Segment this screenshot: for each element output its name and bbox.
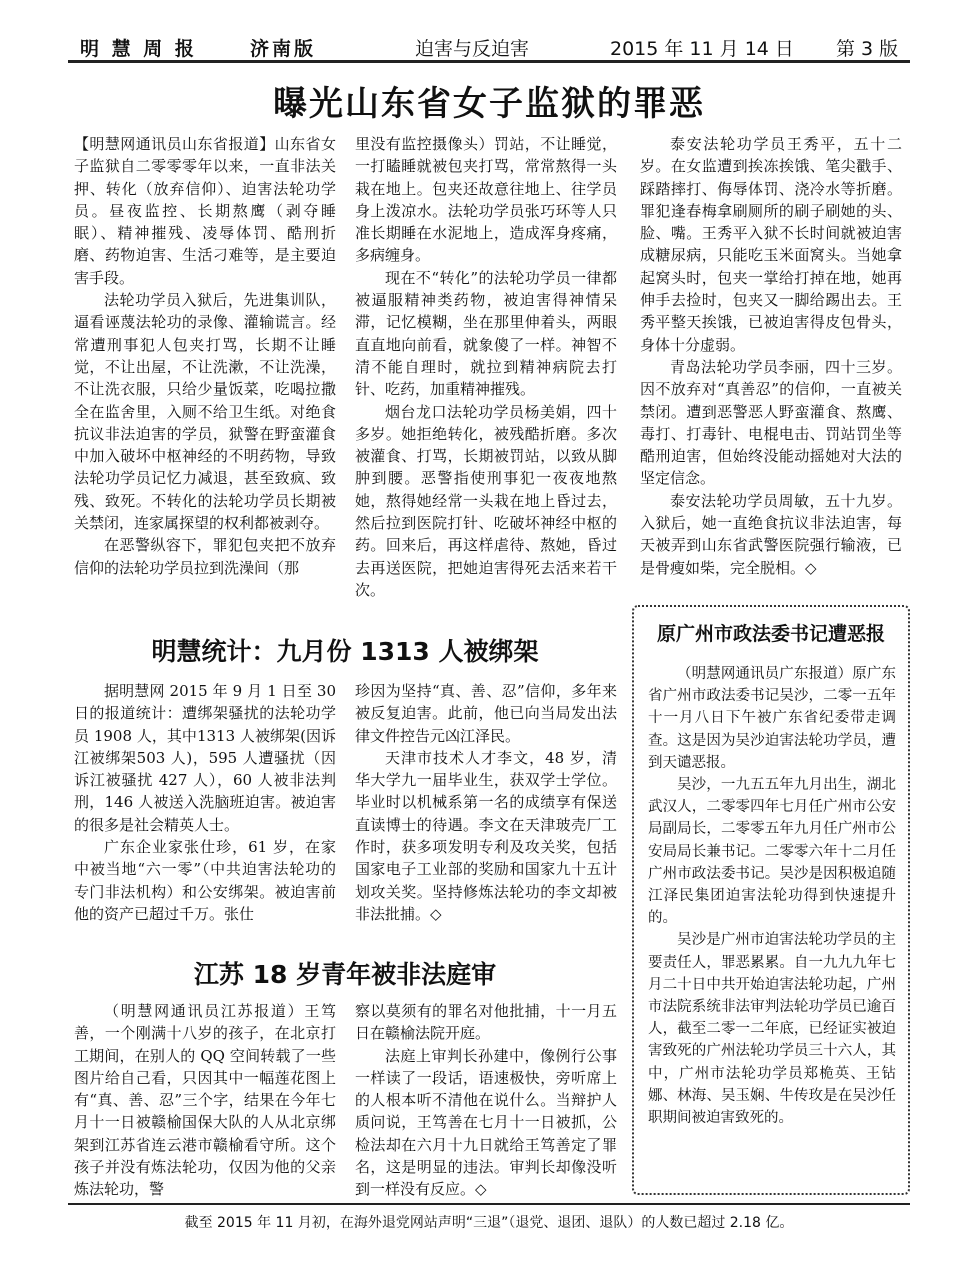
page-number: 第 3 版 [836,38,899,60]
article3-paragraph: 察以莫须有的罪名对他批捕，十一月五日在赣榆法院开庭。 [355,1002,617,1043]
article2-paragraph: 珍因为坚持“真、善、忍”信仰，多年来被反复迫害。此前，他已向当局发出法律文件控告元凶江泽民。 [355,682,617,745]
article2-column-2 [355,680,617,925]
article1-paragraph: 法轮功学员入狱后，先进集训队，逼看诬蔑法轮功的录像、灌输谎言。经常遭刑事犯人包夹打骂，长期不让睡觉，不让出屋，不让洗漱，不让洗澡，不让洗衣服，只给少量饭菜，吃喝拉撒全在监舍里，入厕不给卫生纸。对绝食抗议非法迫害的学员，狱警在野蛮灌食中加入破坏中枢神经的不明药物，导致法轮功学员记忆力减退，甚至致疯、致残、致死。不转化的法轮功学员长期被关禁闭，连家属探望的权利都被剥夺。 [74,291,336,533]
edition: 济南版 [250,38,317,60]
article1-paragraph: 烟台龙口法轮功学员杨美娟，四十多岁。她拒绝转化，被残酷折磨。多次被灌食、打骂，长期被罚站，以致从脚肿到腰。恶警指使刑事犯一夜夜地熬她，熬得她经常一头栽在地上昏过去，然后拉到医院打针、吃破坏神经中枢的药。回来后，再这样虐待、熬她，昏过去再送医院，把她迫害得死去活来若干次。 [355,402,617,599]
article4-paragraph: 吴沙，一九五五年九月出生，湖北武汉人，二零零四年七月任广州市公安局副局长，二零零五年九月任广州市公安局局长兼书记。二零零六年十二月任广州市政法委书记。吴沙是因积极追随江泽民集团迫害法轮功得到快速提升的。 [648,777,896,927]
article4-paragraph: 吴沙是广州市迫害法轮功学员的主要责任人，罪恶累累。自一九九九年七月二十日中共开始迫害法轮功起，广州市法院系统非法审判法轮功学员已逾百人，截至二零一二年底，已经证实被迫害致死的广州法轮功学员三十六人，其中，广州市法轮功学员郑桅英、王钻娜、林海、吴玉娴、牛传玫是在吴沙任职期间被迫害致死的。 [648,932,896,1127]
article1-paragraph: 【明慧网通讯员山东省报道】山东省女子监狱自二零零零年以来，一直非法关押、转化（放弃信仰）、迫害法轮功学员。昼夜监控、长期熬鹰（剥夺睡眠）、精神摧残、凌辱体罚、酷刑折磨、药物迫害、生活刁难等，是主要迫害手段。 [74,135,336,287]
article1-paragraph: 现在不“转化”的法轮功学员一律都被逼服精神类药物，被迫害得神情呆滞，记忆模糊，坐在那里伸着头，两眼直直地向前看，就象傻了一样。神智不清不能自理时，就拉到精神病院去打针、吃药，加重精神摧残。 [355,268,617,399]
article3-title: 江苏 18 岁青年被非法庭审 [193,960,497,989]
article3-column-2 [355,1000,617,1201]
issue-date: 2015 年 11 月 14 日 [610,38,794,60]
article1-column-2 [355,133,617,601]
footer-rule [68,1203,910,1205]
article2-column-1 [74,680,336,925]
paper-name: 明 慧 周 报 [80,38,197,60]
article3-column-1 [74,1000,336,1201]
article2-paragraph: 天津市技术人才李文，48 岁，清华大学九一届毕业生，获双学士学位。毕业时以机械系第一名的成绩享有保送直读博士的待遇。李文在天津玻壳厂工作时，获多项发明专利及攻关奖，包括国家电子工业部的奖励和国家九十五计划攻关奖。坚持修炼法轮功的李文却被非法批捕。◇ [355,748,617,923]
article1-paragraph: 在恶警纵容下，罪犯包夹把不放弃信仰的法轮功学员拉到洗澡间（那 [74,536,336,577]
article1-paragraph: 泰安法轮功学员王秀平，五十二岁。在女监遭到挨冻挨饿、笔尖戳手、踩踏摔打、侮辱体罚、浇冷水等折磨。罪犯逢春梅拿刷厕所的刷子刷她的头、脸、嘴。王秀平入狱不长时间就被迫害成糖尿病，只能吃玉米面窝头。当她拿起窝头时，包夹一掌给打掉在地，她再伸手去捡时，包夹又一脚给踢出去。王秀平整天挨饿，已被迫害得皮包骨头，身体十分虚弱。 [640,135,902,354]
article4-paragraph: （明慧网通讯员广东报道）原广东省广州市政法委书记吴沙，二零一五年十一月八日下午被广东省纪委带走调查。这是因为吴沙迫害法轮功学员，遭到天谴恶报。 [648,666,896,771]
article4-body [648,663,896,1129]
article1-column-1 [74,133,336,579]
article2-paragraph: 广东企业家张仕珍，61 岁，在家中被当地“六一零”（中共迫害法轮功的专门非法机构）和公安绑架。被迫害前他的资产已超过千万。张仕 [74,838,336,923]
article1-title: 曝光山东省女子监狱的罪恶 [273,84,705,124]
article1-paragraph: 泰安法轮功学员周敏，五十九岁。入狱后，她一直绝食抗议非法迫害，每天被弄到山东省武警医院强行输液，已是骨瘦如柴，完全脱相。◇ [640,491,902,577]
article1-paragraph: 里没有监控摄像头）罚站，不让睡觉，一打瞌睡就被包夹打骂，常常熬得一头栽在地上。包夹还故意往地上、往学员身上泼凉水。法轮功学员张巧环等人只准长期睡在水泥地上，造成浑身疼痛，多病缠身。 [355,135,617,265]
article3-paragraph: （明慧网通讯员江苏报道）王笃善，一个刚满十八岁的孩子，在北京打工期间，在别人的 QQ 空间转载了一些图片给自己看，只因其中一幅莲花图上有“真、善、忍”三个字，结果在今年七月十一日被赣榆国保大队的人从北京绑架到江苏省连云港市赣榆看守所。这个孩子并没有炼法轮功，仅因为他的父亲炼法轮功，警 [74,1002,336,1199]
article1-column-3 [640,133,902,579]
article2-paragraph: 据明慧网 2015 年 9 月 1 日至 30 日的报道统计：遭绑架骚扰的法轮功学员 1908 人，其中1313 人被绑架(因诉江被绑架503 人)，595 人遭骚扰（因诉江被骚扰 427 人），60 人被非法判刑，146 人被送入洗脑班迫害。被迫害的很多是社会精英人士。 [74,682,336,834]
header-rule [68,60,910,63]
article4-title: 原广州市政法委书记遭恶报 [656,623,885,645]
article2-title: 明慧统计：九月份 1313 人被绑架 [151,637,539,666]
section-name: 迫害与反迫害 [415,38,530,60]
sidebar-article-box [632,605,910,1195]
article1-paragraph: 青岛法轮功学员李丽，四十三岁。因不放弃对“真善忍”的信仰，一直被关禁闭。遭到恶警恶人野蛮灌食、熬鹰、毒打、打毒针、电棍电击、罚站罚坐等酷刑迫害，但始终没能动摇她对大法的坚定信念。 [640,357,902,488]
footer-notice: 截至 2015 年 11 月初，在海外退党网站声明“三退”（退党、退团、退队）的人数已超过 2.18 亿。 [184,1215,794,1231]
page-header [0,0,978,64]
article3-paragraph: 法庭上审判长孙建中，像例行公事一样读了一段话，语速极快，旁听席上的人根本听不清他在说什么。当辩护人质问说，王笃善在七月十一日被抓，公检法却在六月十九日就给王笃善定了罪名，这是明显的违法。审判长却像没听到一样没有反应。◇ [355,1046,617,1199]
